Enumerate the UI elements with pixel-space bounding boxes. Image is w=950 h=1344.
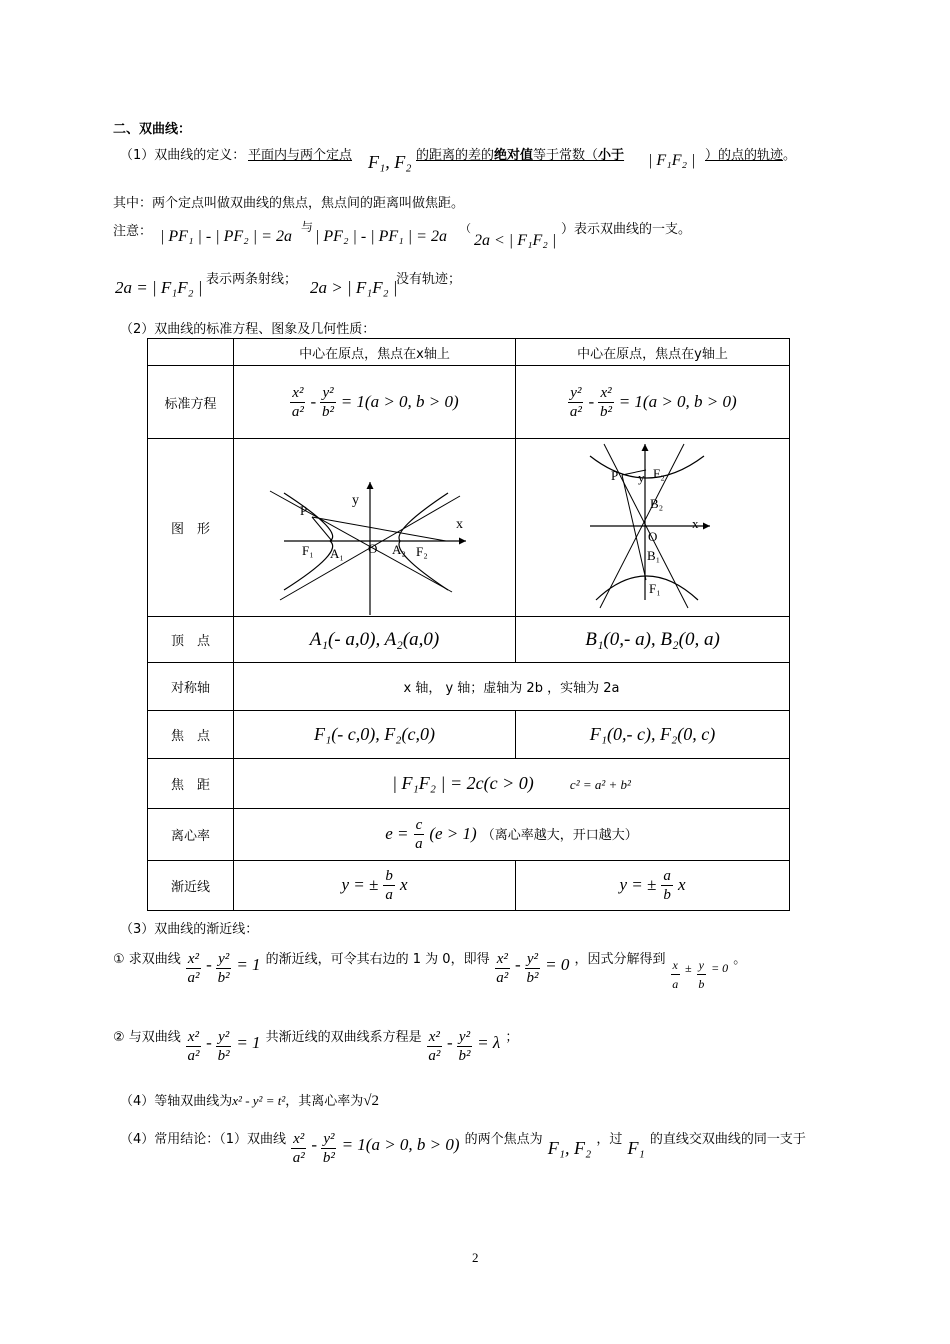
label-F2: F₂ [416,543,428,559]
label-y: y [352,492,359,508]
note-paren: （ [460,222,471,235]
label-A2: A₂ [392,541,406,557]
upper-branch [590,456,704,478]
definition-seg: | F₁F₂ | [648,152,696,169]
asymptote-x: y = ± $\frac{b}{a}$ x [234,861,516,911]
sec4a: （4）等轴双曲线为x² - y² = t²，其离心率为√2 [120,1093,379,1109]
definition-u3: 等于常数（ [533,148,599,163]
rays-text2: 没有轨迹； [396,272,462,287]
row-label-eccentricity: 离心率 [148,809,234,861]
foci-x: F₁(- c,0), F₂(c,0) [234,711,516,759]
note-cond: 2a < | F₁F₂ | [474,232,557,249]
label-x: x [456,516,463,532]
label-F1: F₁ [302,542,314,558]
item1: $^{① 求双曲线}$ $\frac{\text{x²}}{\text{a²}}$ - $\frac{\text{y²}}{\text{b²}}$ = 1 $^{的渐近线,可令其右边的 1 为 0,即得}$ $\frac{\text{x²}}{\text{a²}}$ - $\frac{\text{y²}}{\text{b²}}$ = 0 $^{,因式分解得到}$ $\frac{x}{a}$ ± $\frac{y}{b}$ $^{= 0}$ 。 [113,951,747,991]
definition-bold1: 绝对值 [494,148,534,163]
label-F1: F₁ [649,580,661,596]
definition-tail [705,144,796,163]
sec3-title: （3）双曲线的渐近线： [120,922,259,937]
definition-u4: ）的点的轨迹 [705,148,784,163]
axis-text: x 轴， y 轴；虚轴为 2b ，实轴为 2a [234,663,790,711]
std-eq-x: $\frac{\text{x²}}{\text{a²}}$ - $\frac{\text{y²}}{\text{b²}}$ = 1(a > 0, b > 0) [234,366,516,439]
section-title: 二、双曲线： [113,122,192,137]
label-P: P [611,467,619,483]
rays-eq2: 2a > | F₁F₂ | [310,278,398,297]
definition-foci: F₁, F₂ [368,152,412,172]
definition-u1: 平面内与两个定点 [248,148,353,163]
asymptote-y: y = ± $\frac{a}{b}$ x [516,861,790,911]
lower-branch [596,576,698,600]
note-tail: ）表示双曲线的一支。 [561,222,692,237]
label-x: x [692,515,699,531]
note-yu: 与 [301,220,314,234]
row-label-foci: 焦 点 [148,711,234,759]
item2: $^{② 与双曲线}$ $\frac{\text{x²}}{\text{a²}}$ - $\frac{\text{y²}}{\text{b²}}$ = 1 $^{共渐近线的双曲线系方程是}$ $\frac{\text{x²}}{\text{a²}}$ - $\frac{\text{y²}}{\text{b²}}$ = λ ； [113,1029,519,1064]
std-eq-y: $\frac{\text{y²}}{\text{a²}}$ - $\frac{\text{x²}}{\text{b²}}$ = 1(a > 0, b > 0) [516,366,790,439]
rays-eq: 2a = | F₁F₂ | [115,278,203,297]
header-y-axis: 中心在原点，焦点在y轴上 [516,339,790,366]
eccentricity-note: （离心率越大，开口越大） [481,828,638,843]
row-label-axis: 对称轴 [148,663,234,711]
row-label-std: 标准方程 [148,366,234,439]
label-O: O [648,528,658,544]
label-P: P [300,502,308,518]
label-O: O [368,540,378,556]
header-x-axis: 中心在原点，焦点在x轴上 [234,339,516,366]
eccentricity: e = $\frac{c}{a}$ (e > 1) （离心率越大，开口越大） [234,809,790,861]
figure-y-svg [516,440,788,616]
foci-y: F₁(0,- c), F₂(0, c) [516,711,790,759]
label-B1: B₁ [647,547,661,563]
note-eq1: | PF₁ | - | PF₂ | = 2a [160,228,292,245]
header-empty [148,339,234,366]
definition-end: 。 [783,148,797,163]
properties-table [147,338,790,911]
page-number: 2 [472,1250,479,1265]
row-label-vertex: 顶 点 [148,617,234,663]
note-eq2: | PF₂ | - | PF₁ | = 2a [315,228,447,245]
focal-distance [234,759,790,809]
definition-text [416,144,624,163]
label-A1: A₁ [330,545,344,561]
label-y: y [638,469,645,485]
figure-x-svg [234,440,515,616]
row-label-asymptote: 渐近线 [148,861,234,911]
sec2-title: （2）双曲线的标准方程、图象及几何性质： [120,322,376,337]
label-B2: B₂ [650,495,664,511]
focal-relation: c² = a² + b² [569,777,631,792]
pf1-line [622,475,646,580]
note-label: 注意： [113,224,153,239]
row-label-figure: 图 形 [148,439,234,617]
qizhong-text: 其中：两个定点叫做双曲线的焦点，焦点间的距离叫做焦距。 [113,196,465,211]
row-label-focal-distance: 焦 距 [148,759,234,809]
definition-u2: 的距离的差的 [416,148,495,163]
sec4b: $^{(4)常用结论:(1)双曲线}$ $\frac{\text{x²}}{\text{a²}}$ - $\frac{\text{y²}}{\text{b²}}$ = 1(a > 0, b > 0) $^{的两个焦点为}$ F₁, F₂ $^{,过}$ F₁ $^{的直线交双曲线的同一支于}$ [120,1131,806,1166]
definition-bold2: 小于 [598,148,625,163]
vertex-x: A₁(- a,0), A₂(a,0) [234,617,516,663]
vertex-y: B₁(0,- a), B₂(0, a) [516,617,790,663]
definition-prefix: （1）双曲线的定义： [120,148,246,163]
focal-distance-eq: | F₁F₂ | = 2c(c > 0) [392,773,534,793]
figure-y-hyperbola [516,439,790,617]
rays-text: 表示两条射线； [206,272,298,287]
figure-x-hyperbola [234,439,516,617]
label-F2: F₂ [653,465,665,481]
